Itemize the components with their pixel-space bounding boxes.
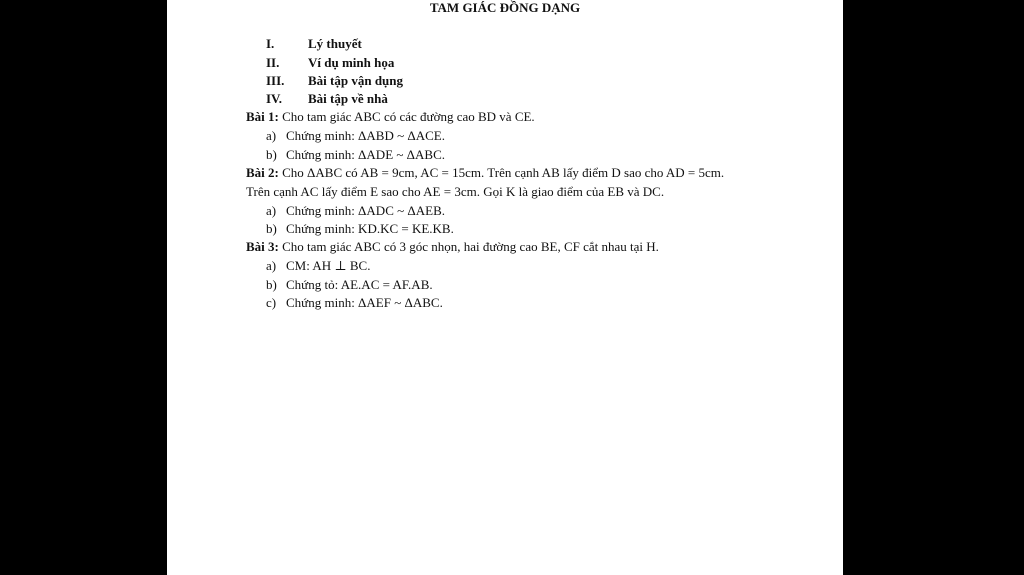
toc-text: Bài tập về nhà — [308, 91, 388, 106]
part-label: a) — [266, 128, 277, 143]
exercise-2-text: Cho ΔABC có AB = 9cm, AC = 15cm. Trên cạnh AB lấy điểm D sao cho AD = 5cm. — [278, 165, 725, 180]
exercise-2-statement-cont: Trên cạnh AC lấy điểm E sao cho AE = 3cm. Gọi K là giao điểm của EB và DC. — [246, 184, 665, 199]
part-label: b) — [266, 147, 277, 162]
document-page — [167, 0, 843, 575]
page-title: TAM GIÁC ĐỒNG DẠNG — [429, 0, 581, 15]
toc-number: II. — [266, 55, 280, 70]
part-label: c) — [266, 295, 277, 310]
exercise-3-text: Cho tam giác ABC có 3 góc nhọn, hai đường cao BE, CF cắt nhau tại H. — [278, 239, 659, 254]
exercise-part — [266, 276, 433, 294]
exercise-part — [266, 294, 443, 312]
part-text: Chứng minh: ΔAEF ~ ΔABC. — [286, 295, 443, 310]
part-label: a) — [266, 203, 277, 218]
exercise-3-label: Bài 3: — [246, 239, 279, 254]
part-text: Chứng minh: ΔADC ~ ΔAEB. — [286, 203, 446, 218]
exercise-3-statement — [246, 238, 659, 256]
part-text: CM: AH ⊥ BC. — [286, 258, 371, 273]
exercise-part — [266, 127, 445, 145]
part-text: Chứng minh: ΔABD ~ ΔACE. — [286, 128, 446, 143]
exercise-1-statement — [246, 108, 535, 126]
part-label: b) — [266, 221, 277, 236]
exercise-part — [266, 202, 445, 220]
part-text: Chứng minh: ΔADE ~ ΔABC. — [286, 147, 446, 162]
exercise-1-label: Bài 1: — [246, 109, 279, 124]
part-text: Chứng tỏ: AE.AC = AF.AB. — [286, 277, 433, 292]
toc-text: Bài tập vận dụng — [308, 73, 404, 88]
exercise-2-statement — [246, 164, 724, 182]
toc-number: IV. — [266, 91, 283, 106]
exercise-part — [266, 257, 370, 275]
exercise-2-label: Bài 2: — [246, 165, 279, 180]
exercise-part — [266, 220, 454, 238]
toc-text: Lý thuyết — [308, 36, 362, 51]
toc-number: I. — [266, 36, 275, 51]
part-text: Chứng minh: KD.KC = KE.KB. — [286, 221, 454, 236]
toc-number: III. — [266, 73, 285, 88]
exercise-1-text: Cho tam giác ABC có các đường cao BD và CE. — [278, 109, 535, 124]
toc-text: Ví dụ minh họa — [308, 55, 395, 70]
part-label: a) — [266, 258, 277, 273]
exercise-part — [266, 146, 445, 164]
part-label: b) — [266, 277, 277, 292]
